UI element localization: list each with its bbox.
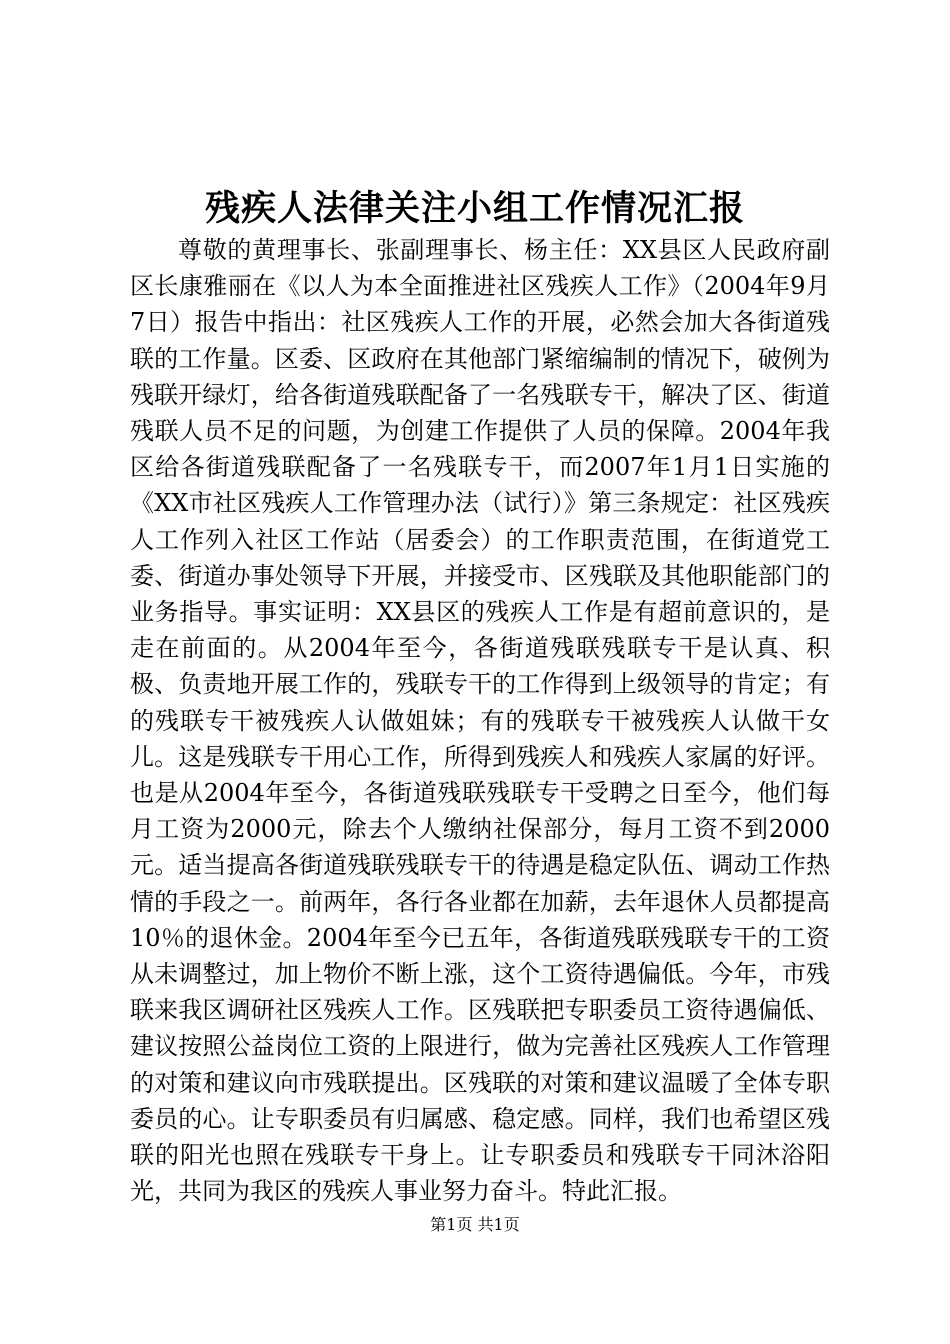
document-title: 残疾人法律关注小组工作情况汇报 [204,188,745,229]
page-footer: 第1页 共1页 [430,1215,520,1234]
document-body-paragraph: 尊敬的黄理事长、张副理事长、杨主任：XX县区人民政府副区长康雅丽在《以人为本全面推进社区残疾人工作》（2004年9月7日）报告中指出：社区残疾人工作的开展，必然会加大各街道残联的工作量。区委、区政府在其他部门紧缩编制的情况下，破例为残联开绿灯，给各街道残联配备了一名残联专干，解决了区、街道残联人员不足的问题，为创建工作提供了人员的保障。2004年我区给各街道残联配备了一名残联专干，而2007年1月1日实施的《XX市社区残疾人工作管理办法（试行）》第三条规定：社区残疾人工作列入社区工作站（居委会）的工作职责范围，在街道党工委、街道办事处领导下开展，并接受市、区残联及其他职能部门的业务指导。事实证明：XX县区的残疾人工作是有超前意识的，是走在前面的。从2004年至今，各街道残联残联专干是认真、积极、负责地开展工作的，残联专干的工作得到上级领导的肯定；有的残联专干被残疾人认做姐妹；有的残联专干被残疾人认做干女儿。这是残联专干用心工作，所得到残疾人和残疾人家属的好评。也是从2004年至今，各街道残联残联专干受聘之日至今，他们每月工资为2000元，除去个人缴纳社保部分，每月工资不到2000元。适当提高各街道残联残联专干的待遇是稳定队伍、调动工作热情的手段之一。前两年，各行各业都在加薪，去年退休人员都提高10％的退休金。2004年至今已五年，各街道残联残联专干的工资从未调整过，加上物价不断上涨，这个工资待遇偏低。今年，市残联来我区调研社区残疾人工作。区残联把专职委员工资待遇偏低、建议按照公益岗位工资的上限进行，做为完善社区残疾人工作管理的对策和建议向市残联提出。区残联的对策和建议温暖了全体专职委员的心。让专职委员有归属感、稳定感。同样，我们也希望区残联的阳光也照在残联专干身上。让专职委员和残联专干同沐浴阳光，共同为我区的残疾人事业努力奋斗。特此汇报。 [130,236,830,1206]
